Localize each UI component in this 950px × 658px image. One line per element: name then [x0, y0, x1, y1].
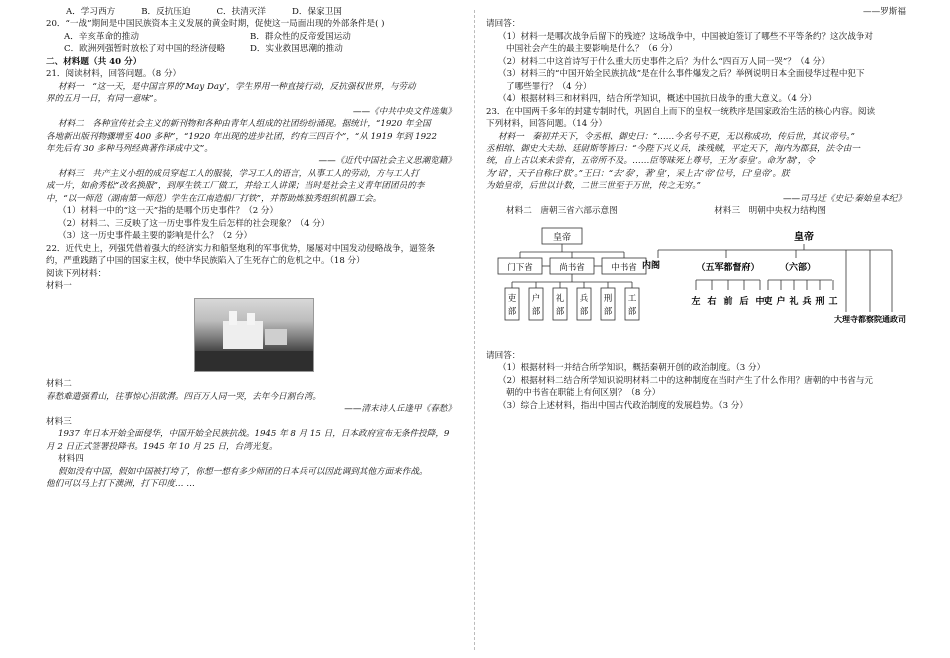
ming-wujun: （五军都督府） [696, 262, 760, 273]
q22-material3-line2: 月 2 日正式签署投降书。1945 年 10 月 25 日，台湾光复。 [46, 441, 278, 452]
q22-material3-label: 材料三 [46, 416, 72, 427]
ming-wujun-item-3: 后 [739, 296, 749, 307]
q21-material3-line3: 中，“以一师范（湖南第一师范）学生在江南造船厂打铁”，并帮助炼独秀组织机器工会。 [46, 193, 382, 204]
q22-stem-line1: 22．近代史上，列强凭借着强大的经济实力和船坚炮利的军事优势，屡屡对中国发动侵略战争，逼签条 [46, 243, 436, 254]
q22-question2: （2）材料二中这首诗写于什么重大历史事件之后？为什么“四百万人同一哭”？（4 分） [498, 56, 830, 67]
q21-material1-line1: 材料一 “这一天，是中国言界的‘May Day’，学生界用一种直接行动，反抗强权世界，与劳动 [58, 81, 416, 92]
q21-material2-source: ——《近代中国社会主义思潮览籍》 [318, 156, 456, 167]
column-divider [474, 10, 475, 650]
q23-question2-line1: （2）根据材料二结合所学知识说明材料二中的这种制度在当时产生了什么作用？唐朝的中书省与元 [498, 375, 874, 386]
ming-liubu-item-4: 刑 [815, 296, 825, 307]
ming-liubu-item-5: 工 [828, 296, 838, 307]
q23-question2-line2: 朝的中书省在职能上有何区别？（8 分） [506, 388, 661, 399]
ming-diagram-label: 材料三 明朝中央权力结构图 [714, 206, 826, 217]
tang-emperor-text: 皇帝 [552, 232, 572, 243]
q23-material1-line5: 为始皇帝，后世以计数，二世三世至于万世，传之无穷。” [486, 181, 701, 192]
q20-options [46, 31, 456, 56]
ruins-photo [194, 298, 314, 372]
ming-liubu-item-2: 礼 [789, 296, 799, 307]
q20-stem: 20．“一战”期间是中国民族资本主义发展的黄金时期，促使这一局面出现的外部条件是( ) [46, 19, 385, 30]
ming-liubu-item-0: 吏 [763, 296, 773, 307]
left-column [46, 6, 456, 491]
q19-option-d: D．保家卫国 [292, 7, 342, 17]
q21-material2-line2: 各地新出版刊物骤增至 400 多种”，“1920 年出现的进步社团，约有三四百个”，“从 1919 年到 1922 [46, 131, 437, 142]
q23-material1-line2: 丞相绾、御史大夫劫、廷尉斯等皆曰：“今陛下兴义兵，诛残贼，平定天下，海内为郡县，法令由一 [486, 143, 860, 154]
ming-other-0: 大理寺 [834, 313, 858, 324]
q22-material2-label: 材料二 [46, 379, 72, 390]
ming-other-1: 都察院 [858, 313, 882, 324]
tang-six-ministries [505, 282, 639, 320]
q23-material1-source: ——司马迁《史记·秦始皇本纪》 [782, 193, 906, 204]
q23-stem-line1: 23．在中国两千多年的封建专制时代，巩固自上而下的皇权一统秩序是国家政治生活的核心内容。阅读 [486, 106, 876, 117]
tang-ministry-4: 刑部 [603, 293, 613, 317]
tang-ministry-0: 吏部 [507, 293, 517, 317]
q23-stem-line2: 下列材料，回答问题。（14 分） [486, 119, 608, 130]
diagrams [486, 222, 906, 350]
q22-answer-label: 请回答： [486, 19, 521, 30]
q23-question3: （3）综合上述材料，指出中国古代政治制度的发展趋势。（3 分） [498, 400, 748, 411]
diagram-labels [486, 205, 906, 217]
q20-option-c: C．欧洲列强暂时放松了对中国的经济侵略 [64, 44, 226, 55]
q22-poem-source: ——清末诗人丘逢甲《春愁》 [344, 404, 456, 415]
q23-answer-label: 请回答： [486, 350, 521, 361]
q22-material4-source: ——罗斯福 [863, 7, 906, 17]
tang-shangshu-text: 尚书省 [559, 262, 585, 273]
q22-material4-label: 材料四 [58, 454, 84, 465]
q21-material3-line1: 材料三 共产主义小组的成员穿起工人的服装，学习工人的语言，从事工人的劳动，方与工人打 [58, 168, 419, 179]
tang-diagram-label: 材料二 唐朝三省六部示意图 [506, 206, 618, 217]
tang-ministry-2: 礼部 [555, 293, 565, 317]
tang-menxia-text: 门下省 [507, 262, 533, 273]
q21-material1-source: ——《中共中央文件选集》 [352, 106, 456, 117]
q20-option-a: A．辛亥革命的推动 [64, 31, 139, 42]
ming-diagram [642, 222, 906, 348]
tang-diagram [492, 222, 652, 348]
section-title: 二、材料题（共 40 分） [46, 56, 142, 67]
ming-neige: 内阁 [642, 260, 661, 271]
ming-wujun-item-0: 左 [691, 296, 701, 307]
tang-ministry-5: 工部 [627, 293, 637, 317]
ming-other-2: 通政司 [882, 313, 906, 324]
q22-question3-line1: （3）材料三的“中国开始全民族抗战”是在什么事件爆发之后？举例说明日本全面侵华过程中犯下 [498, 69, 865, 80]
q21-material2-line3: 年先后有 30 多种马列经典著作译成中文”。 [46, 143, 213, 154]
q19-option-a: A．学习西方 [66, 7, 116, 17]
tang-ministry-3: 兵部 [579, 293, 589, 317]
q21-question1: （1）材料一中的“这一天”指的是哪个历史事件？（2 分） [58, 206, 279, 217]
ming-wujun-item-4: 中 [755, 296, 765, 307]
q23-material1-line4: 为‘诏’，天子自称曰‘朕’。”王曰：“去‘泰’，著‘皇’，采上古‘帝’位号，曰‘皇帝’。朕 [486, 168, 790, 179]
q21-material3-line2: 成一片，如俞秀松“改名换服”，到厚生铁工厂做工，并给工人讲课；当时是社会主义青年团团员的李 [46, 181, 425, 192]
q21-question3: （3）这一历史事件最主要的影响是什么？（2 分） [58, 231, 253, 242]
tang-ministry-1: 户部 [531, 293, 541, 317]
q20-option-b: B．群众性的反帝爱国运动 [250, 31, 351, 42]
q22-question1-line1: （1）材料一是哪次战争后留下的残迹？这场战争中，中国被迫签订了哪些不平等条约？这次战争对 [498, 31, 874, 42]
ming-liubu-item-1: 户 [776, 296, 786, 307]
q22-question3-line2: 了哪些罪行？（4 分） [506, 81, 592, 92]
q20-option-d: D．实业救国思潮的推动 [250, 44, 343, 55]
q23-material1-line3: 统，自上古以来未尝有，五帝所不及。……臣等昧死上尊号，王为‘泰皇’。命为‘制’，令 [486, 156, 815, 167]
q22-question1-line2: 中国社会产生的最主要影响是什么？（6 分） [506, 44, 678, 55]
q23-material1-line1: 材料一 秦初并天下，令丞相、御史曰：“……今名号不更，无以称成功，传后世，其议帝号。” [498, 131, 855, 142]
ming-wujun-item-2: 前 [723, 296, 733, 307]
q22-material1-label: 材料一 [46, 280, 72, 291]
ming-liubu-item-3: 兵 [802, 296, 812, 307]
q22-read-instruction: 阅读下列材料： [46, 268, 107, 279]
q23-question1: （1）根据材料一并结合所学知识，概括秦朝开创的政治制度。（3 分） [498, 363, 766, 374]
q19-option-b: B．反抗压迫 [141, 7, 191, 17]
q22-poem: 春愁难遣强看山，往事惊心泪欲潸。四百万人同一哭，去年今日割台湾。 [46, 391, 322, 402]
q21-material2-line1: 材料二 各种宣传社会主义的新刊物和各种由青年人组成的社团纷纷涌现。据统计，“1920 年全国 [58, 119, 431, 130]
tang-zhongshu-text: 中书省 [611, 262, 637, 273]
q22-stem-line2: 约，严重践踏了中国的国家主权，使中华民族陷入了生死存亡的危机之中。（18 分） [46, 256, 365, 267]
ming-wujun-item-1: 右 [707, 296, 717, 307]
ming-emperor: 皇帝 [794, 231, 814, 243]
q22-material4-line2: 他们可以马上打下澳洲，打下印度… … [46, 479, 195, 490]
q21-stem: 21．阅读材料，回答问题。（8 分） [46, 69, 182, 80]
right-column [486, 6, 906, 412]
q22-material3-line1: 1937 年日本开始全面侵华，中国开始全民族抗战。1945 年 8 月 15 日，日本政府宣布无条件投降，9 [58, 429, 450, 440]
q22-question4: （4）根据材料三和材料四，结合所学知识，概述中国抗日战争的重大意义。（4 分） [498, 94, 817, 105]
q21-question2: （2）材料二、三反映了这一历史事件发生后怎样的社会现象？（4 分） [58, 218, 330, 229]
q21-material1-line2: 界的五月一日，有同一意味”。 [46, 94, 163, 105]
q22-material4-line1: 假如没有中国，假如中国被打垮了，你想一想有多少师团的日本兵可以因此调到其他方面来作战。 [58, 466, 428, 477]
q19-option-c: C．扶清灭洋 [216, 7, 267, 17]
q19-options [46, 6, 456, 18]
ming-liubu: （六部） [779, 262, 817, 273]
